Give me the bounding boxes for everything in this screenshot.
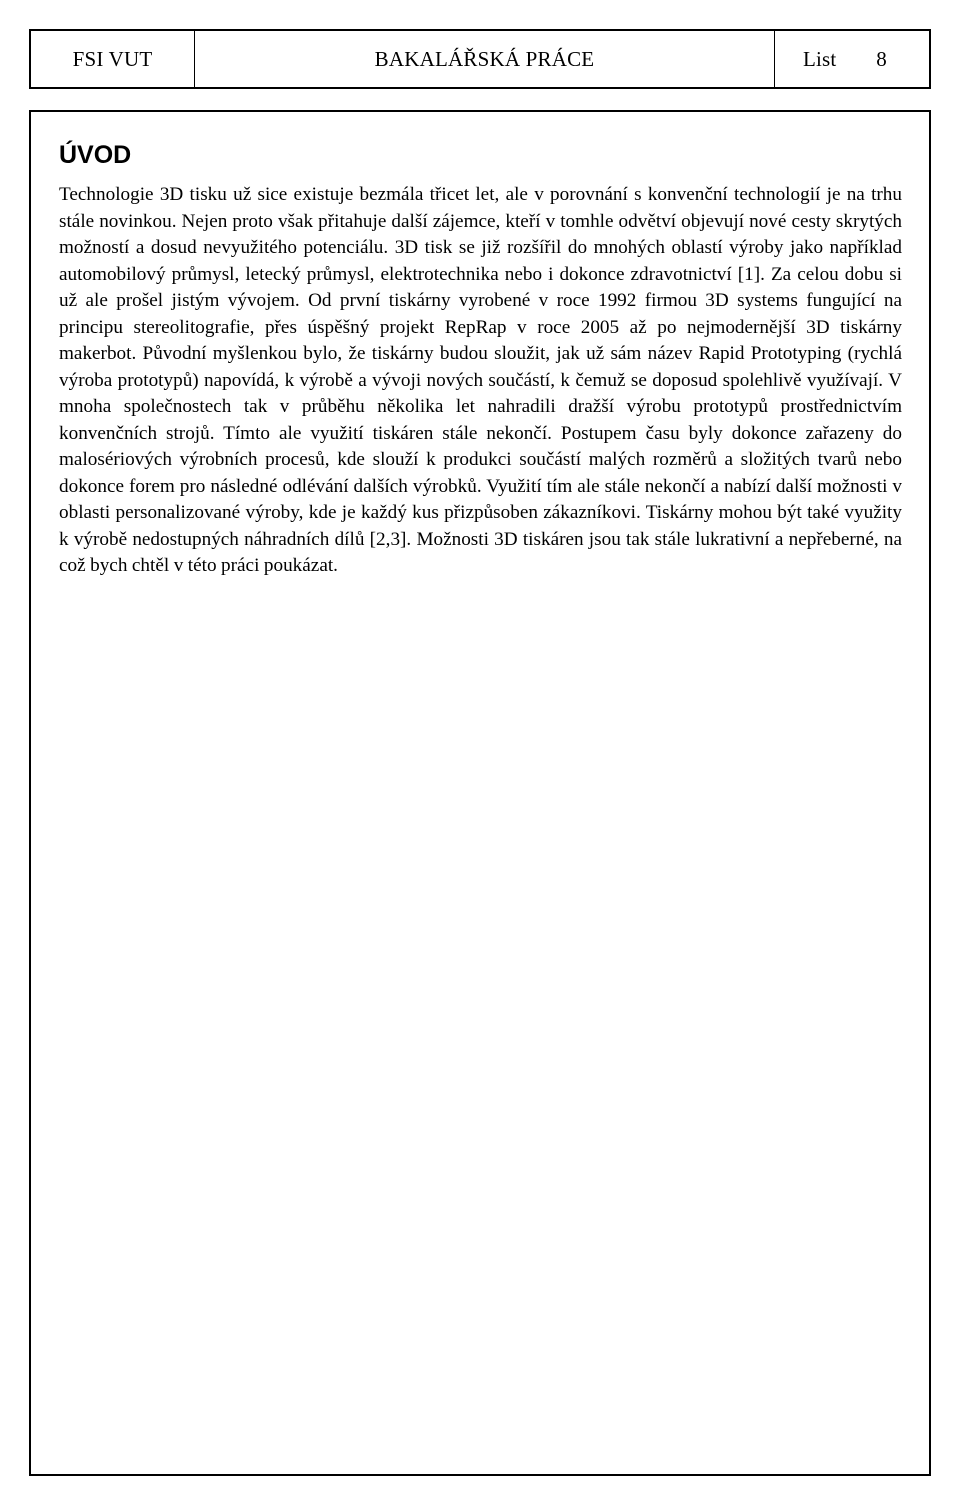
section-title: ÚVOD (59, 141, 132, 169)
header-document-type-text: BAKALÁŘSKÁ PRÁCE (374, 46, 595, 71)
header-document-type (195, 31, 775, 87)
header-school-text: FSI VUT (72, 46, 153, 71)
header-school (31, 31, 195, 87)
intro-paragraph: Technologie 3D tisku už sice existuje bezmála třicet let, ale v porovnání s konvenční technologií je na trhu stále novinkou. Nejen proto však přitahuje další zájemce, kteří v tomhle odvětví objevují nové cesty skrytých možností a dosud nevyužitého potenciálu. 3D tisk se již rozšířil do mnohých oblastí výroby jako například automobilový průmysl, letecký průmysl, elektrotechnika nebo i dokonce zdravotnictví [1]. Za celou dobu si už ale prošel jistým vývojem. Od první tiskárny vyrobené v roce 1992 firmou 3D systems fungující na principu stereolitografie, přes úspěšný projekt RepRap v roce 2005 až po nejmodernější 3D tiskárny makerbot. Původní myšlenkou bylo, že tiskárny budou sloužit, jak už sám název Rapid Prototyping (rychlá výroba prototypů) napovídá, k výrobě a vývoji nových součástí, k čemuž se doposud spolehlivě využívají. V mnoha společnostech tak v průběhu několika let nahradili dražší výrobu prototypů prostřednictvím konvenčních strojů. Tímto ale využití tiskáren stále nekončí. Postupem času byly dokonce zařazeny do malosériových výrobních procesů, kde slouží k produkci součástí malých rozměrů a složitých tvarů nebo dokonce forem pro následné odlévání dalších výrobků. Využití tím ale stále nekončí a nabízí další možnosti v oblasti personalizované výroby, kde je každý kus přizpůsoben zákazníkovi. Tiskárny mohou být také využity k výrobě nedostupných náhradních dílů [2,3]. Možnosti 3D tiskáren jsou tak stále lukrativní a nepřeberné, na což bych chtěl v této práci poukázat. (59, 184, 902, 576)
page-header (29, 29, 931, 89)
header-sheet (775, 31, 929, 87)
header-sheet-number: 8 (876, 46, 887, 71)
page-content (59, 138, 902, 580)
header-sheet-label: List (803, 46, 837, 71)
